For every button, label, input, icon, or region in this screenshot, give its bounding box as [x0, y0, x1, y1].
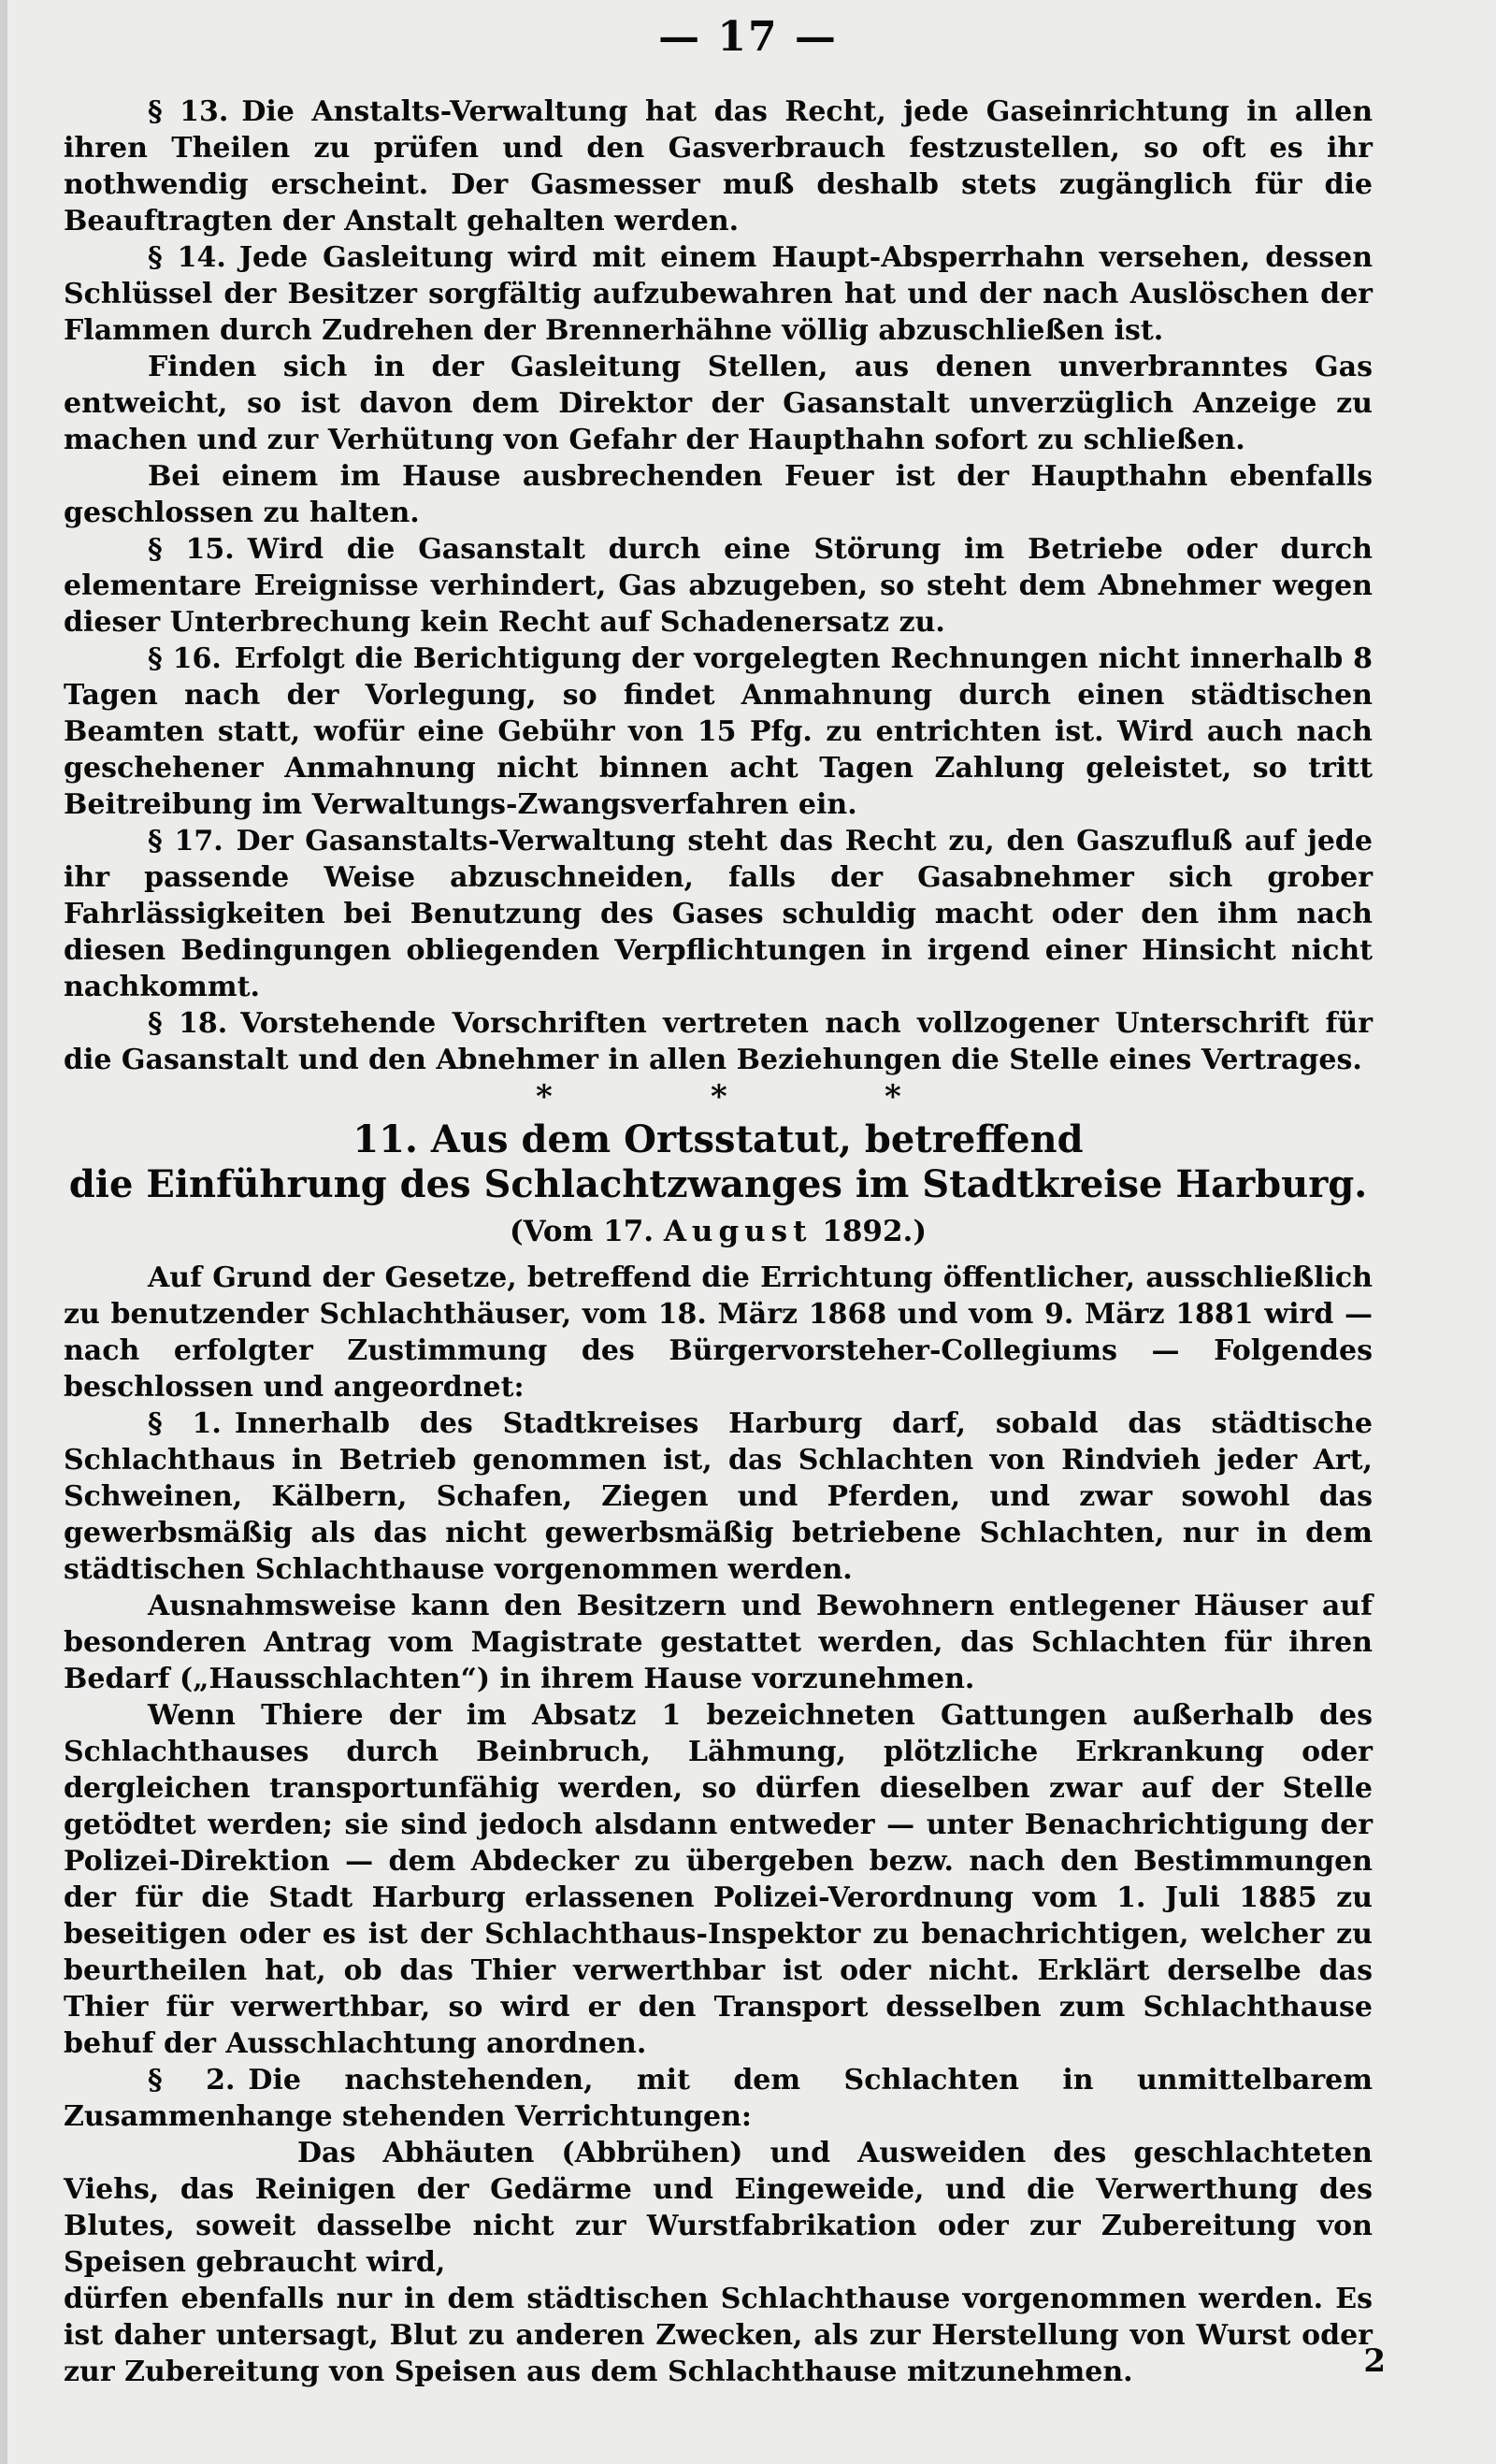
section-date [64, 1211, 1373, 1252]
paragraph-text: Finden sich in der Gasleitung Stellen, aus denen unverbranntes Gas entweicht, so ist davon dem Direktor der Gasanstalt unverzüglich Anzeige zu machen und zur Verhütung von Gefahr der Haupthahn sofort zu schließen. [64, 351, 1373, 456]
paragraph-text: Vorstehende Vorschriften vertreten nach vollzogener Unterschrift für die Gasanstalt und den Abnehmer in allen Beziehungen die Stelle eines Vertrages. [64, 1007, 1374, 1076]
section-number: § 1. [148, 1407, 222, 1440]
separator-star: * [536, 1078, 553, 1116]
paragraph-statute-section-1 [64, 1405, 1373, 1588]
section-number: § 16. [148, 642, 222, 675]
paragraph-text: Die Anstalts-Verwaltung hat das Recht, jede Gaseinrichtung in allen ihren Theilen zu prüfen und den Gasverbrauch festzustellen, so oft es ihr nothwendig erscheint. Der Gasmesser muß deshalb stets zugänglich für die Beauftragten der Anstalt gehalten werden. [64, 95, 1374, 238]
section-number: § 17. [148, 825, 223, 857]
section-number: § 13. [148, 95, 229, 128]
paragraph-section-14 [64, 239, 1373, 349]
paragraph-text: Auf Grund der Gesetze, betreffend die Errichtung öffentlicher, ausschließlich zu benutzender Schlachthäuser, vom 18. März 1868 und vom 9. März 1881 wird — nach erfolgter Zustimmung des Bürgervorsteher-Collegiums — Folgendes beschlossen und angeordnet: [64, 1261, 1373, 1404]
paragraph-injured-animals [64, 1697, 1373, 2062]
date-month: August [663, 1215, 813, 1248]
paragraph-text: Ausnahmsweise kann den Besitzern und Bewohnern entlegener Häuser auf besonderen Antrag vom Magistrate gestattet werden, das Schlachten für ihren Bedarf („Hausschlachten“) in ihrem Hause vorzunehmen. [64, 1590, 1373, 1695]
printer-signature-mark: 2 [1363, 2342, 1386, 2380]
section-number: § 18. [148, 1007, 228, 1040]
paragraph-text: Erfolgt die Berichtigung der vorgelegten Rechnungen nicht innerhalb 8 Tagen nach der Vorlegung, so findet Anmahnung durch einen städtischen Beamten statt, wofür eine Gebühr von 15 Pfg. zu entrichten ist. Wird auch nach geschehener Anmahnung nicht binnen acht Tagen Zahlung geleistet, so tritt Beitreibung im Verwaltungs-Zwangsverfahren ein. [64, 642, 1373, 821]
paragraph-text: Bei einem im Hause ausbrechenden Feuer ist der Haupthahn ebenfalls geschlossen zu halten. [64, 460, 1373, 529]
page-number: — 17 — [658, 13, 838, 61]
paragraph-section-13 [64, 94, 1373, 239]
paragraph-section-15 [64, 531, 1373, 641]
date-prefix: (Vom 17. [510, 1215, 654, 1248]
paragraph-statute-section-2 [64, 2062, 1373, 2135]
section-heading-line-2: die Einführung des Schlachtzwanges im Stadtkreise Harburg. [68, 1162, 1368, 1206]
paragraph-section-17 [64, 823, 1373, 1005]
separator-star: * [711, 1078, 727, 1116]
section-number: § 2. [148, 2064, 236, 2097]
section-number: § 14. [148, 241, 226, 274]
paragraph-text: Der Gasanstalts-Verwaltung steht das Recht zu, den Gaszufluß auf jede ihr passende Weise abzuschneiden, falls der Gasabnehmer sich grober Fahrlässigkeiten bei Benutzung des Gases schuldig macht oder den ihm nach diesen Bedingungen obliegenden Verpflichtungen in irgend einer Hinsicht nicht nachkommt. [64, 825, 1373, 1003]
paragraph-exception [64, 1588, 1373, 1697]
paragraph-text: Innerhalb des Stadtkreises Harburg darf, sobald das städtische Schlachthaus in Betrieb genommen ist, das Schlachten von Rindvieh jeder Art, Schweinen, Kälbern, Schafen, Ziegen und Pferden, und zwar sowohl das gewerbsmäßig als das nicht gewerbsmäßig betriebene Schlachten, nur in dem städtischen Schlachthause vorgenommen werden. [64, 1407, 1374, 1586]
paragraph-preamble [64, 1260, 1373, 1405]
paragraph-section-18 [64, 1005, 1373, 1078]
scan-edge [0, 0, 7, 2464]
paragraph-text: Jede Gasleitung wird mit einem Haupt-Absperrhahn versehen, dessen Schlüssel der Besitzer sorgfältig aufzubewahren hat und der nach Auslöschen der Flammen durch Zudrehen der Brennerhähne völlig abzuschließen ist. [64, 241, 1374, 347]
paragraph-text: Die nachstehenden, mit dem Schlachten in unmittelbarem Zusammenhange stehenden Verrichtungen: [64, 2064, 1373, 2133]
paragraph-text: Wenn Thiere der im Absatz 1 bezeichneten Gattungen außerhalb des Schlachthauses durch Beinbruch, Lähmung, plötzliche Erkrankung oder dergleichen transportunfähig werden, so dürfen dieselben zwar auf der Stelle getödtet werden; sie sind jedoch alsdann entweder — unter Benachrichtigung der Polizei-Direktion — dem Abdecker zu übergeben bezw. nach den Bestimmungen der für die Stadt Harburg erlassenen Polizei-Verordnung vom 1. Juli 1885 zu beseitigen oder es ist der Schlachthaus-Inspektor zu benachrichtigen, welcher zu beurtheilen hat, ob das Thier verwerthbar ist oder nicht. Erklärt derselbe das Thier für verwerthbar, so wird er den Transport desselben zum Schlachthause behuf der Ausschlachtung anordnen. [64, 1699, 1373, 2060]
paragraph-activities-list [64, 2135, 1373, 2281]
paragraph-section-16 [64, 641, 1373, 823]
section-number: § 15. [148, 533, 235, 566]
section-separator [64, 1078, 1373, 1119]
separator-star: * [885, 1078, 901, 1116]
paragraph-text: Wird die Gasanstalt durch eine Störung im Betriebe oder durch elementare Ereignisse verhindert, Gas abzugeben, so steht dem Abnehmer wegen dieser Unterbrechung kein Recht auf Schadenersatz zu. [64, 533, 1373, 639]
section-heading-line-1: 11. Aus dem Ortsstatut, betreffend [352, 1117, 1084, 1161]
paragraph-gas-leak [64, 349, 1373, 458]
paragraph-text: Das Abhäuten (Abbrühen) und Ausweiden des geschlachteten Viehs, das Reinigen der Gedärme und Eingeweide, und die Verwerthung des Blutes, soweit dasselbe nicht zur Wurstfabrikation oder zur Zubereitung von Speisen gebraucht wird, [64, 2137, 1373, 2279]
paragraph-text: dürfen ebenfalls nur in dem städtischen Schlachthause vorgenommen werden. Es ist daher untersagt, Blut zu anderen Zwecken, als zur Herstellung von Wurst oder zur Zubereitung von Speisen aus dem Schlachthause mitzunehmen. [64, 2283, 1373, 2388]
paragraph-fire [64, 458, 1373, 531]
paragraph-conclusion [64, 2281, 1373, 2390]
page-body [64, 94, 1373, 2390]
date-suffix: 1892.) [822, 1215, 927, 1248]
